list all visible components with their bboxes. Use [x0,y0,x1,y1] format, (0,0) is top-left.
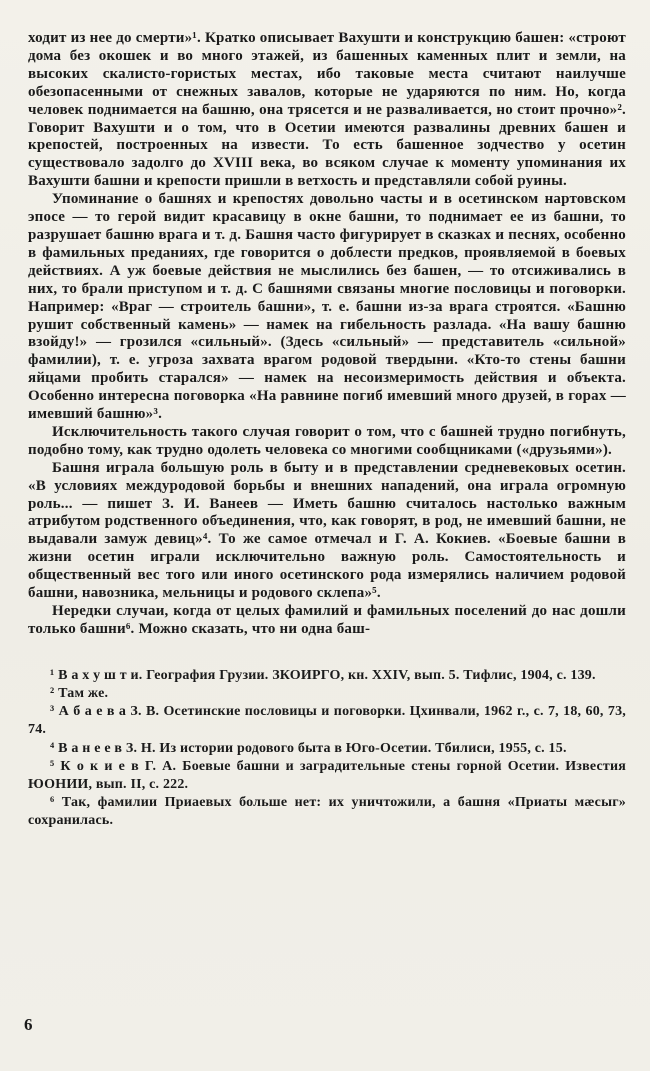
footnote: ¹ В а х у ш т и. География Грузии. ЗКОИРГО, кн. XXIV, вып. 5. Тифлис, 1904, с. 139. [50,667,596,683]
footnote: ⁶ Так, фамилии Приаевых больше нет: их уничтожили, а башня «Приаты мæсыг» сохранилась. [28,795,626,829]
paragraph: Исключительность такого случая говорит о том, что с башней трудно погибнуть, подобно тому, как трудно одолеть человека со многими сообщниками («друзьями»). [28,423,626,458]
footnotes-block [28,667,626,831]
paragraph: Башня играла большую роль в быту и в представлении средневековых осетин. «В условиях междуродовой борьбы и внешних нападений, она играла огромную роль... — пишет З. И. Ванеев — Иметь башню считалось настолько важным атрибутом родственного объединения, что, как говорят, в род, не имевший башни, не выдавали замуж девиц»⁴. То же самое отмечал и Г. А. Кокиев. «Боевые башни в жизни осетин играли исключительно важную роль. Самостоятельность и общественный вес того или иного осетинского рода измерялись наличием родовой башни, навозника, мельницы и родового склепа»⁵. [28,459,626,602]
paragraph: Упоминание о башнях и крепостях довольно часты и в осетинском нартовском эпосе — то герой видит красавицу в окне башни, то поднимает ее из башни, то разрушает башню врага и т. д. Башня часто фигурирует в сказках и песнях, особенно в фамильных преданиях, где говорится о доблести предков, проявляемой в боевых действиях. А уж боевые действия не мыслились без башен, — то отсиживались в них, то брали приступом и т. д. С башнями связаны многие пословицы и поговорки. Например: «Враг — строитель башни», т. е. башни из-за врага строятся. «Башню рушит собственный камень» — намек на гибельность разлада. «На вашу башню взойду!» — грозился «сильный». (Здесь «сильный» — представитель «сильной» фамилии), т. е. угроза захвата врагом родовой твердыни. «Кто-то стены башни яйцами пробить старался» — намек на несоизмеримость действия и объекта. Особенно интересна поговорка «На равнине погиб имевший много друзей, в горах — имевший башню»³. [28,191,626,423]
paragraph: ходит из нее до смерти»¹. Кратко описывает Вахушти и конструкцию башен: «строют дома без окошек и во много этажей, из башенных каменных плит и земли, на высоких скалисто-гористых местах, ибо таковые места считают наилучше обезопасенными от снежных завалов, которые не ударяются по ним. Но, когда человек поднимается на башню, она трясется и не разваливается, но стоит прочно»². Говорит Вахушти и о том, что в Осетии имеются развалины древних башен и крепостей, построенных на извести. То есть башенное зодчество у осетин существовало задолго до XVIII века, во всяком случае к моменту упоминания их Вахушти башни и крепости пришли в ветхость и представляли собой руины. [28,30,626,190]
footnote: ⁵ К о к и е в Г. А. Боевые башни и заградительные стены горной Осетии. Известия ЮОНИИ, вып. II, с. 222. [28,758,626,793]
page-number: 6 [24,1015,33,1034]
main-text-block [28,30,626,639]
footnote: ³ А б а е в а З. В. Осетинские пословицы и поговорки. Цхинвали, 1962 г., с. 7, 18, 60, 73, 74. [28,704,626,738]
paragraph: Нередки случаи, когда от целых фамилий и фамильных поселений до нас дошли только башни⁶. Можно сказать, что ни одна баш- [28,603,626,637]
footnote: ⁴ В а н е е в З. Н. Из истории родового быта в Юго-Осетии. Тбилиси, 1955, с. 15. [50,740,567,756]
footnote: ² Там же. [50,686,109,702]
